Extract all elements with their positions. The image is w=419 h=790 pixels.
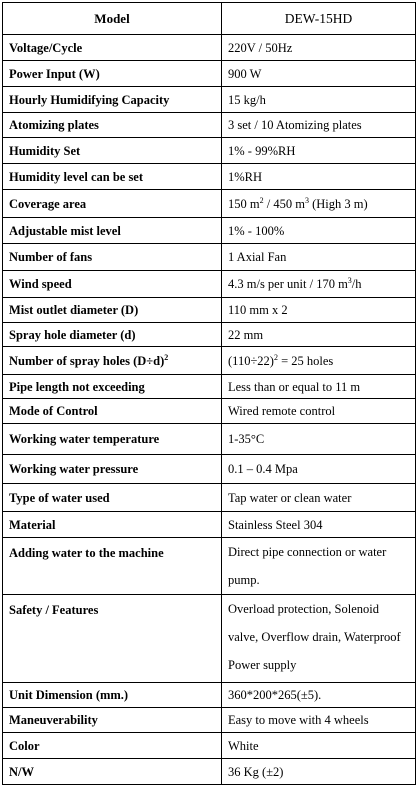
model-value: DEW-15HD (222, 3, 416, 35)
table-row (3, 375, 416, 399)
row-label: Safety / Features (3, 595, 222, 683)
row-label: Material (3, 512, 222, 538)
row-label: Number of spray holes $(D\div d)^2$ (3, 347, 222, 375)
row-label: Maneuverability (3, 708, 222, 733)
row-value: 900 W (222, 61, 416, 87)
row-value: White (222, 733, 416, 759)
row-value: 110 mm x 2 (222, 298, 416, 323)
spec-table (2, 2, 416, 785)
table-header-row (3, 3, 416, 35)
table-row (3, 708, 416, 733)
row-value: 3 set / 10 Atomizing plates (222, 113, 416, 138)
table-row (3, 484, 416, 512)
table-row (3, 347, 416, 375)
table-row (3, 538, 416, 595)
table-row (3, 271, 416, 298)
row-label: Atomizing plates (3, 113, 222, 138)
table-row (3, 512, 416, 538)
table-row (3, 759, 416, 785)
row-label: Humidity level can be set (3, 164, 222, 190)
row-value: 22 mm (222, 323, 416, 347)
row-label: Power Input (W) (3, 61, 222, 87)
row-value: Easy to move with 4 wheels (222, 708, 416, 733)
row-value: 0.1 – 0.4 Mpa (222, 455, 416, 484)
table-row (3, 399, 416, 424)
row-value: 1%RH (222, 164, 416, 190)
row-value: 1 Axial Fan (222, 244, 416, 271)
table-row (3, 35, 416, 61)
row-label: Wind speed (3, 271, 222, 298)
table-row (3, 164, 416, 190)
row-label: Hourly Humidifying Capacity (3, 87, 222, 113)
table-row (3, 87, 416, 113)
row-value: Less than or equal to 11 m (222, 375, 416, 399)
row-label: Working water pressure (3, 455, 222, 484)
row-value: 15 kg/h (222, 87, 416, 113)
table-row (3, 61, 416, 87)
row-label: Voltage/Cycle (3, 35, 222, 61)
table-row (3, 190, 416, 218)
row-label: Adding water to the machine (3, 538, 222, 595)
table-row (3, 733, 416, 759)
table-row (3, 298, 416, 323)
table-row (3, 683, 416, 708)
row-label: N/W (3, 759, 222, 785)
row-label: Coverage area (3, 190, 222, 218)
row-value: Stainless Steel 304 (222, 512, 416, 538)
row-value: 1% - 100% (222, 218, 416, 244)
table-row (3, 595, 416, 683)
model-label: Model (3, 3, 222, 35)
table-row (3, 138, 416, 164)
row-label: Number of fans (3, 244, 222, 271)
row-value: 220V / 50Hz (222, 35, 416, 61)
row-value: Direct pipe connection or water pump. (222, 538, 416, 595)
row-label: Mode of Control (3, 399, 222, 424)
row-label: Pipe length not exceeding (3, 375, 222, 399)
row-value: 150 $m^2 / 450$ $m^3$ (High 3 m) (222, 190, 416, 218)
table-row (3, 455, 416, 484)
row-label: Type of water used (3, 484, 222, 512)
row-label: Color (3, 733, 222, 759)
row-value: Tap water or clean water (222, 484, 416, 512)
row-label: Spray hole diameter (d) (3, 323, 222, 347)
row-label: Unit Dimension (mm.) (3, 683, 222, 708)
row-value: 360*200*265(±5). (222, 683, 416, 708)
row-value: Overload protection, Solenoid valve, Overflow drain, Waterproof Power supply (222, 595, 416, 683)
row-label: Mist outlet diameter (D) (3, 298, 222, 323)
table-row (3, 113, 416, 138)
table-row (3, 244, 416, 271)
row-value: Wired remote control (222, 399, 416, 424)
row-value: 36 Kg (±2) (222, 759, 416, 785)
row-value: $(110\div 22)^2 = 25$ holes (222, 347, 416, 375)
table-row (3, 323, 416, 347)
row-value: 1% - 99%RH (222, 138, 416, 164)
table-row (3, 218, 416, 244)
row-label: Working water temperature (3, 424, 222, 455)
row-label: Humidity Set (3, 138, 222, 164)
row-value: 1-35°C (222, 424, 416, 455)
row-value: 4.3 m/s per unit / 170 $m^3/h$ (222, 271, 416, 298)
table-row (3, 424, 416, 455)
row-label: Adjustable mist level (3, 218, 222, 244)
